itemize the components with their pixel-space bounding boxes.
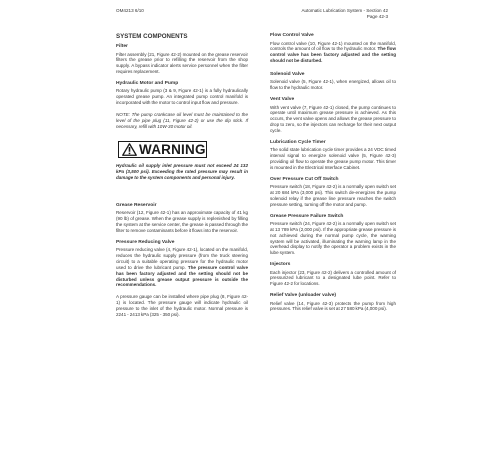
flow-control-text: Flow control valve (10, Figure 42-1) mounted on the manifold, controls the amount of oil flow to the hydraulic motor. <box>270 40 396 52</box>
overpressure-paragraph: Pressure switch (18, Figure 42-2) is a normally open switch set at 20 684 kPa (3,000 psi). This switch de-energizes the pump solenoid relay if the grease line pressure reaches the switch pressure setting, turning off the motor and pump. <box>270 184 396 207</box>
pressure-reducing-caution: The pressure control valve has been factory adjusted and the setting should not be disturbed unless grease output pressure is outside the recommendations. <box>116 264 248 288</box>
timer-heading: Lubrication Cycle Timer <box>270 139 326 145</box>
running-header <box>270 8 388 20</box>
injectors-heading: Injectors <box>270 262 291 268</box>
grease-reservoir-paragraph: Reservoir (12, Figure 42-1) has an approximate capacity of 41 kg (90 lb) of grease. When the grease supply is replenished by filling the system at the service center, the grease is passed through the filter to remove contaminants before it flows into the reservoir. <box>116 210 248 233</box>
section-title: SYSTEM COMPONENTS <box>116 33 188 40</box>
motor-pump-paragraph: Rotary hydraulic pump (3 & 9, Figure 42-1) is a fully hydraulically operated grease pump. An integrated pump control manifold is incorporated with the motor to control input flow and pressure. <box>116 88 248 106</box>
section-header-title: Automatic Lubrication System - Section 42 <box>301 8 388 13</box>
pressure-reducing-heading: Pressure Reducing Valve <box>116 239 175 245</box>
doc-code-date: OM4213 6/10 <box>116 8 144 13</box>
relief-valve-heading: Relief Valve (unloader valve) <box>270 293 337 299</box>
pressure-reducing-paragraph <box>116 247 248 288</box>
warning-paragraph: Hydraulic oil supply inlet pressure must not exceed 24 132 kPa (3,500 psi). Exceeding the rated pressure may result in damage to the system components and personal injury. <box>116 163 248 181</box>
grease-reservoir-heading: Grease Reservoir <box>116 202 157 208</box>
pressure-reducing-text: Pressure reducing valve (4, Figure 42-1), located on the manifold, reduces the hydraulic supply pressure (from the truck steering circuit) to a suitable operating pressure for the hydraulic motor used to drive the lubricant pump. <box>116 247 248 270</box>
overpressure-heading: Over Pressure Cut Off Switch <box>270 176 339 182</box>
vent-paragraph: With vent valve (7, Figure 42-1) closed, the pump continues to operate until maximum grease pressure is achieved. As this occurs, the vent valve opens and allows the grease pressure to drop to zero, so the injectors can recharge for their next output cycle. <box>270 104 396 133</box>
solenoid-heading: Solenoid Valve <box>270 71 305 77</box>
filter-paragraph: Filter assembly (21, Figure 42-2) mounted on the grease reservoir filters the grease prior to refilling the reservoir from the shop supply. A bypass indicator alerts service personnel when the filter requires replacement. <box>116 51 248 75</box>
right-column <box>270 33 396 318</box>
injectors-paragraph: Each injector (23, Figure 42-2) delivers a controlled amount of pressurized lubricant to a designated lube point. Refer to Figure 42-2 for locations. <box>270 269 396 287</box>
filter-heading: Filter <box>116 44 128 49</box>
warning-triangle-icon <box>122 143 137 156</box>
motor-pump-heading: Hydraulic Motor and Pump <box>116 80 179 86</box>
warning-word: WARNING <box>139 141 206 157</box>
vent-heading: Vent Valve <box>270 97 295 103</box>
pressure-gauge-paragraph: A pressure gauge can be installed where pipe plug (8, Figure 42-1) is located. The pressure gauge will indicate hydraulic oil pressure to the inlet of the hydraulic motor. Normal pressure is 2241 - 2413 kPa (325 - 350 psi). <box>116 294 248 317</box>
flow-control-heading: Flow Control Valve <box>270 33 314 38</box>
warning-label <box>118 141 207 158</box>
failure-switch-heading: Grease Pressure Failure Switch <box>270 213 344 219</box>
relief-valve-paragraph: Relief valve (14, Figure 42-3) protects the pump from high pressures. This relief valve is set at 27 580 kPa (4,000 psi). <box>270 300 396 312</box>
timer-paragraph: The solid state lubrication cycle timer provides a 24 VDC timed interval signal to energize solenoid valve (5, Figure 42-3) providing oil flow to operate the grease pump motor. This timer is mounted in the Electrical Interface Cabinet. <box>270 147 396 170</box>
flow-control-caution: The flow control valve has been factory adjusted and the setting should not be disturbed. <box>270 46 396 64</box>
crankcase-note: NOTE: The pump crankcase oil level must be maintained to the level of the pipe plug (11, Figure 42-2) or use the dip stick. If necessary, refill with 10W-30 motor oil. <box>116 111 248 129</box>
page-number: Page 42-3 <box>366 14 388 19</box>
failure-switch-paragraph: Pressure switch (24, Figure 42-2) is a normally open switch set at 13 789 kPa (2,000 psi). If the appropriate grease pressure is not achieved during the normal pump cycle, the warning system will be activated, illuminating the warning lamp in the overhead display to notify the operator a problem exists in the lube system. <box>270 221 396 256</box>
solenoid-paragraph: Solenoid valve (5, Figure 42-1), when energized, allows oil to flow to the hydraulic motor. <box>270 79 396 91</box>
flow-control-paragraph <box>270 41 396 64</box>
left-column <box>116 33 248 324</box>
